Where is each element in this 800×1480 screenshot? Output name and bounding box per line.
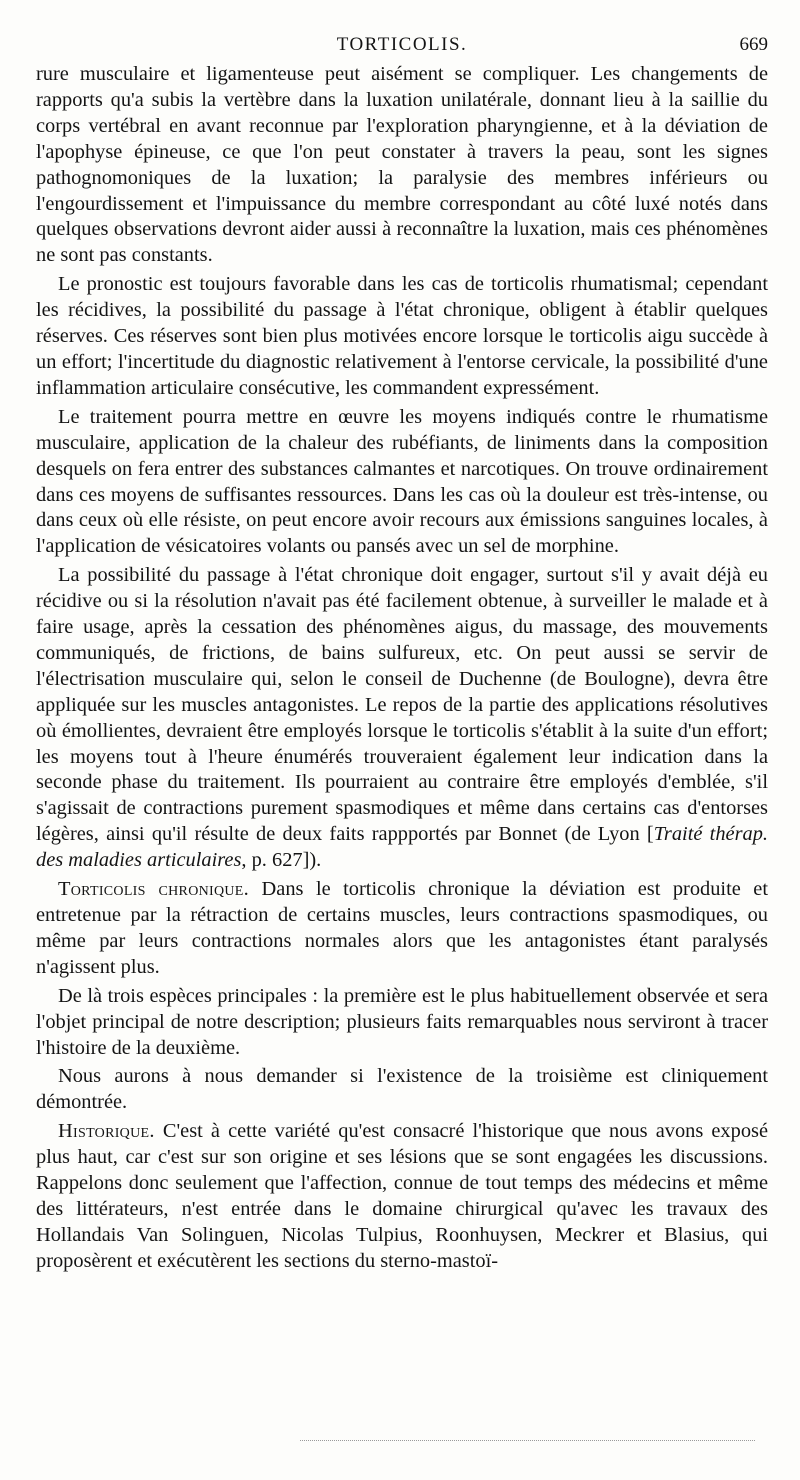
paragraph-chronic-torticollis: Torticolis chronique. Dans le torticolis chronique la déviation est produite et entretenue par la rétraction de certains muscles, leurs contractions spasmodiques, ou même par leurs contractions normales alors que les antagonistes étant paralysés n'agissent plus. xyxy=(36,878,769,978)
paragraph-third-species: Nous aurons à nous demander si l'existence de la troisième est cliniquement démontrée. xyxy=(36,1065,768,1114)
page-number: 669 xyxy=(739,34,768,55)
citation-title: Traité thérap. des maladies articulaires xyxy=(36,823,768,872)
paragraph-diagnostic-end: rure musculaire et ligamenteuse peut aisément se compliquer. Les changements de rapports qu'a subis la vertèbre dans la luxation unilatérale, donnant lieu à la saillie du corps vertébral en avant reconnue par l'exploration pharyngienne, et à la déviation de l'apophyse épineuse, ce que l'on peut constater à travers la peau, sont les signes pathognomoniques de la luxation; la paralysie des membres inférieurs ou l'engourdissement et l'impuissance du membre correspondant au côté luxé notés dans quelques observations devront aider aussi à reconnaître la luxation, mais ces phénomènes ne sont pas constants. xyxy=(36,63,768,267)
running-title: TORTICOLIS. xyxy=(336,34,468,55)
paragraph-three-species: De là trois espèces principales : la première est le plus habituellement observée et sera l'objet principal de notre description; plusieurs faits remarquables nous serviront à tracer l'histoire de la deuxième. xyxy=(36,984,768,1059)
paragraph-treatment: Le traitement pourra mettre en œuvre les moyens indiqués contre le rhumatisme musculaire, application de la chaleur des rubéfiants, de liniments dans la composition desquels on fera entrer des substances calmantes et narcotiques. On trouve ordinairement dans ces moyens de suffisantes ressources. Dans les cas où la douleur est très-intense, ou dans ceux où elle résiste, on peut encore avoir recours aux émissions sanguines locales, à l'application de vésicatoires volants ou pansés avec un sel de morphine. xyxy=(36,405,768,558)
paragraph-prognosis: Le pronostic est toujours favorable dans les cas de torticolis rhumatismal; cependant les récidives, la possibilité du passage à l'état chronique, obligent à établir quelques réserves. Ces réserves sont bien plus motivées encore lorsque le torticolis aigu succède à un effort; l'incertitude du diagnostic relativement à l'entorse cervicale, la possibilité d'une inflammation articulaire consécutive, les commandent expressément. xyxy=(36,273,768,399)
section-heading-history: Historique. xyxy=(58,1120,155,1143)
page-header xyxy=(36,26,768,62)
footer-dotted-rule xyxy=(300,1440,755,1441)
paragraph-history: Historique. C'est à cette variété qu'est consacré l'historique que nous avons exposé plus haut, car c'est sur son origine et ses lésions que se sont engagées les discussions. Rappelons donc seulement que l'affection, connue de tout temps des médecins et même des littérateurs, n'est entrée dans le domaine chirurgical qu'avec les travaux des Hollandais Van Solinguen, Nicolas Tulpius, Roonhuysen, Meckrer et Blasius, qui proposèrent et exécutèrent les sections du sterno-mastoï- xyxy=(36,1120,768,1272)
document-page xyxy=(36,26,768,1278)
section-heading-chronic: Torticolis chronique. xyxy=(58,878,250,901)
body-text xyxy=(36,62,768,1275)
paragraph-chronic-prevention: La possibilité du passage à l'état chronique doit engager, surtout s'il y avait déjà eu récidive ou si la résolution n'avait pas été facilement obtenue, à surveiller le malade et à faire usage, après la cessation des phénomènes aigus, du massage, des mouvements communiqués, de frictions, de bains sulfureux, etc. On peut aussi se servir de l'électrisation musculaire qui, selon le conseil de Duchenne (de Boulogne), devra être appliquée sur les muscles antagonistes. Le repos de la partie des applications résolutives où émollientes, devraient être employés lorsque le torticolis s'établit à la suite d'un effort; les moyens tout à l'heure énumérés trouveraient également leur indication dans la seconde phase du traitement. Ils pourraient au contraire être employés d'emblée, s'il s'agissait de contractions purement spasmodiques et même dans certains cas d'entorses légères, ainsi qu'il résulte de deux faits rappportés par Bonnet (de Lyon [Traité thérap. des maladies articulaires, p. 627]). xyxy=(36,564,768,872)
